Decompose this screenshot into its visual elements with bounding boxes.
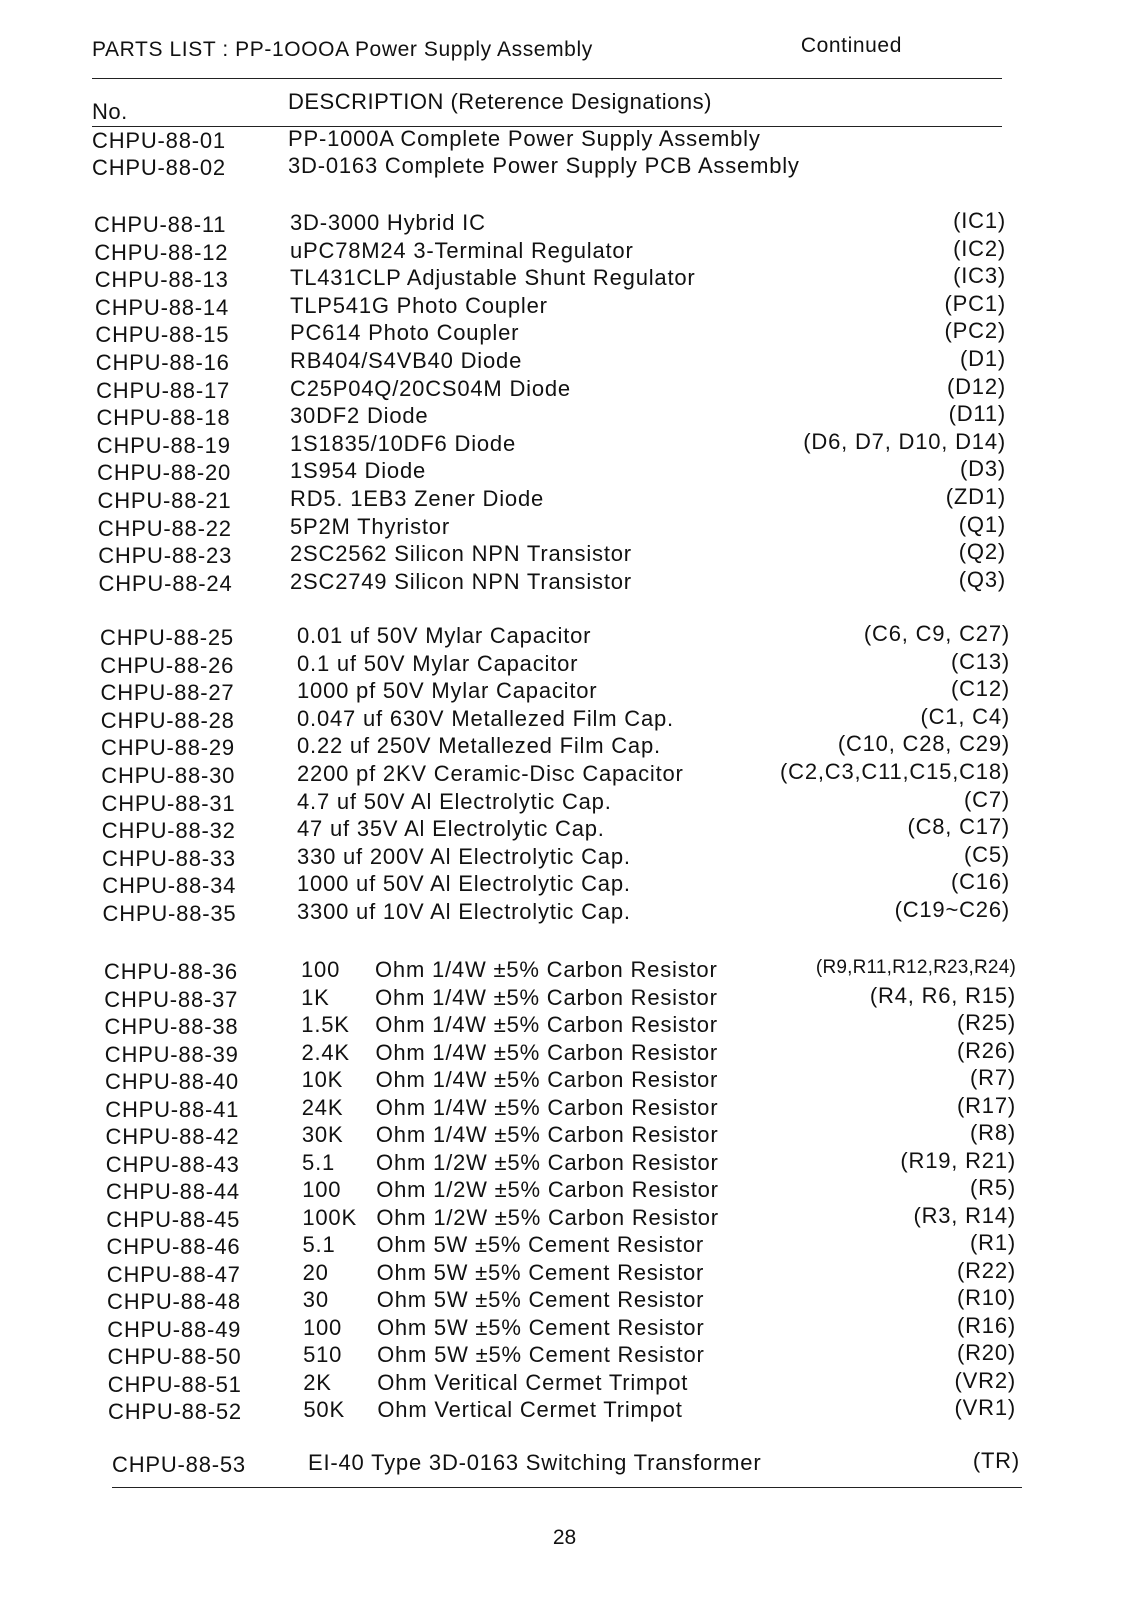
part-number: CHPU-88-49 xyxy=(107,1316,242,1342)
table-row xyxy=(0,1287,1129,1315)
part-number: CHPU-88-22 xyxy=(97,515,232,541)
reference-designation: (R16) xyxy=(956,1312,1016,1338)
reference-designation: (TR) xyxy=(972,1448,1020,1473)
reference-designation: (Q2) xyxy=(958,539,1006,565)
part-description: 30DF2 Diode xyxy=(290,403,429,429)
part-description: 0.22 uf 250V Metallezed Film Cap. xyxy=(297,733,661,759)
table-row xyxy=(0,458,1129,486)
reference-designation: (PC2) xyxy=(944,318,1006,344)
part-number: CHPU-88-16 xyxy=(95,350,230,375)
part-description: 3D-0163 Complete Power Supply PCB Assembly xyxy=(288,153,800,178)
reference-designation: (C13) xyxy=(950,648,1010,674)
part-description: Ohm 1/2W ±5% Carbon Resistor xyxy=(376,1204,719,1230)
part-description: RD5. 1EB3 Zener Diode xyxy=(290,486,545,511)
table-row xyxy=(0,1012,1129,1040)
table-row xyxy=(0,1450,1129,1478)
part-number: CHPU-88-25 xyxy=(100,625,234,650)
part-description: 1000 pf 50V Mylar Capacitor xyxy=(297,678,598,704)
reference-designation: (VR2) xyxy=(954,1367,1016,1393)
table-row xyxy=(0,623,1129,651)
resistance-value: 100K xyxy=(302,1204,357,1230)
reference-designation: (IC1) xyxy=(953,208,1006,233)
part-number: CHPU-88-15 xyxy=(95,322,230,348)
resistance-value: 510 xyxy=(303,1342,343,1367)
part-number: CHPU-88-36 xyxy=(104,959,238,984)
table-row xyxy=(0,511,1129,542)
column-header-description: DESCRIPTION (Reterence Designations) xyxy=(288,89,712,114)
part-description: 47 uf 35V Al Electrolytic Cap. xyxy=(297,816,605,842)
resistance-value: 20 xyxy=(302,1259,329,1285)
part-description: TL431CLP Adjustable Shunt Regulator xyxy=(290,265,696,291)
part-description: Ohm 1/4W ±5% Carbon Resistor xyxy=(375,1067,719,1092)
table-row xyxy=(0,210,1129,238)
reference-designation: (Q1) xyxy=(958,511,1006,537)
part-number: CHPU-88-27 xyxy=(100,680,235,706)
footer-rule xyxy=(112,1487,1022,1488)
part-number: CHPU-88-41 xyxy=(105,1096,240,1122)
part-number: CHPU-88-28 xyxy=(100,707,235,733)
continued-label: Continued xyxy=(800,34,902,57)
resistance-value: 30 xyxy=(302,1287,329,1312)
reference-designation: (C10, C28, C29) xyxy=(837,731,1010,757)
part-description: Ohm 5W ±5% Cement Resistor xyxy=(376,1287,705,1312)
reference-designation: (R4, R6, R15) xyxy=(869,982,1016,1008)
part-number: CHPU-88-53 xyxy=(112,1452,246,1477)
reference-designation: (R8) xyxy=(970,1120,1016,1145)
part-description: 1S954 Diode xyxy=(290,458,427,484)
reference-designation: (D3) xyxy=(960,456,1006,482)
reference-designation: (Q3) xyxy=(958,566,1006,592)
part-description: Ohm 1/4W ±5% Carbon Resistor xyxy=(375,1039,719,1065)
reference-designation: (R3, R14) xyxy=(913,1202,1016,1228)
table-row xyxy=(0,678,1129,706)
part-description: 2SC2749 Silicon NPN Transistor xyxy=(290,568,632,594)
part-description: Ohm 5W ±5% Cement Resistor xyxy=(376,1232,705,1257)
reference-designation: (R25) xyxy=(956,1010,1016,1035)
resistance-value: 1K xyxy=(301,984,330,1010)
reference-designation: (C5) xyxy=(964,841,1010,867)
part-description: 0.01 uf 50V Mylar Capacitor xyxy=(297,623,592,648)
reference-designation: (R5) xyxy=(970,1175,1016,1200)
part-number: CHPU-88-47 xyxy=(106,1261,241,1287)
part-number: CHPU-88-50 xyxy=(107,1344,242,1369)
reference-designation: (R7) xyxy=(970,1065,1016,1090)
part-number: CHPU-88-46 xyxy=(106,1234,241,1259)
part-description: Ohm 1/2W ±5% Carbon Resistor xyxy=(376,1177,719,1202)
table-row xyxy=(0,486,1129,514)
part-number: CHPU-88-26 xyxy=(100,652,235,678)
part-number: CHPU-88-44 xyxy=(106,1179,240,1204)
table-row xyxy=(0,265,1129,293)
table-row xyxy=(0,1067,1129,1095)
part-number: CHPU-88-14 xyxy=(95,294,229,320)
reference-designation: (R19, R21) xyxy=(900,1147,1016,1173)
part-number: CHPU-88-24 xyxy=(98,570,233,596)
table-row xyxy=(0,1037,1129,1068)
part-number: CHPU-88-52 xyxy=(108,1399,242,1424)
part-number: CHPU-88-01 xyxy=(92,128,226,153)
part-description: 1S1835/10DF6 Diode xyxy=(290,430,516,456)
table-row xyxy=(0,290,1129,321)
part-number: CHPU-88-37 xyxy=(104,986,239,1012)
reference-designation: (PC1) xyxy=(944,290,1006,316)
resistance-value: 100 xyxy=(301,957,341,982)
table-row xyxy=(0,1122,1129,1150)
table-row xyxy=(0,982,1129,1013)
reference-designation: (R22) xyxy=(956,1257,1016,1283)
table-row xyxy=(0,1397,1129,1425)
resistance-value: 50K xyxy=(303,1397,345,1422)
resistance-value: 5.1 xyxy=(302,1232,336,1257)
resistance-value: 30K xyxy=(301,1122,344,1147)
part-description: uPC78M24 3-Terminal Regulator xyxy=(290,237,634,263)
part-number: CHPU-88-20 xyxy=(97,460,232,486)
part-description: 4.7 uf 50V Al Electrolytic Cap. xyxy=(297,788,612,814)
part-description: Ohm 5W ±5% Cement Resistor xyxy=(376,1314,705,1340)
part-number: CHPU-88-32 xyxy=(101,818,236,844)
table-row xyxy=(0,373,1129,404)
table-row xyxy=(0,235,1129,266)
part-number: CHPU-88-02 xyxy=(92,155,226,180)
resistance-value: 100 xyxy=(302,1177,342,1202)
part-number: CHPU-88-42 xyxy=(105,1124,240,1149)
part-description: PC614 Photo Coupler xyxy=(290,320,520,346)
resistance-value: 5.1 xyxy=(302,1149,336,1175)
part-number: CHPU-88-13 xyxy=(94,267,229,293)
column-header-no: No. xyxy=(92,99,128,124)
table-row xyxy=(0,153,1129,181)
part-description: EI-40 Type 3D-0163 Switching Transformer xyxy=(308,1450,762,1475)
part-description: Ohm 1/4W ±5% Carbon Resistor xyxy=(375,984,718,1010)
reference-designation: (C7) xyxy=(964,786,1010,812)
part-description: Ohm 1/2W ±5% Carbon Resistor xyxy=(376,1149,719,1175)
part-number: CHPU-88-18 xyxy=(96,405,231,431)
resistance-value: 2K xyxy=(303,1369,332,1395)
table-row xyxy=(0,761,1129,789)
resistance-value: 1.5K xyxy=(301,1012,350,1037)
part-number: CHPU-88-40 xyxy=(105,1069,239,1094)
reference-designation: (R26) xyxy=(956,1037,1016,1063)
resistance-value: 100 xyxy=(302,1314,343,1340)
table-row xyxy=(0,320,1129,348)
part-number: CHPU-88-39 xyxy=(104,1041,239,1067)
part-number: CHPU-88-23 xyxy=(98,543,233,569)
reference-designation: (D6, D7, D10, D14) xyxy=(803,428,1006,454)
table-row xyxy=(0,126,1129,154)
part-description: 2SC2562 Silicon NPN Transistor xyxy=(290,541,632,567)
part-description: RB404/S4VB40 Diode xyxy=(290,348,523,373)
reference-designation: (ZD1) xyxy=(945,484,1006,509)
part-description: 0.047 uf 630V Metallezed Film Cap. xyxy=(297,705,674,731)
resistance-value: 10K xyxy=(301,1067,344,1092)
table-row xyxy=(0,428,1129,459)
part-number: CHPU-88-34 xyxy=(102,873,237,899)
table-row xyxy=(0,957,1129,985)
reference-designation: (D11) xyxy=(948,401,1006,427)
reference-designation: (R10) xyxy=(956,1285,1016,1310)
table-row xyxy=(0,648,1129,679)
part-description: TLP541G Photo Coupler xyxy=(290,292,548,318)
reference-designation: (C19~C26) xyxy=(894,897,1010,922)
reference-designation: (C16) xyxy=(950,869,1010,895)
table-row xyxy=(0,733,1129,761)
reference-designation: (D1) xyxy=(960,346,1006,371)
reference-designation: (VR1) xyxy=(954,1395,1016,1420)
part-description: 1000 uf 50V Al Electrolytic Cap. xyxy=(297,871,631,897)
table-row xyxy=(0,899,1129,927)
table-row xyxy=(0,403,1129,431)
part-description: 2200 pf 2KV Ceramic-Disc Capacitor xyxy=(297,761,684,786)
table-row xyxy=(0,871,1129,899)
table-row xyxy=(0,1177,1129,1205)
part-description: Ohm 1/4W ±5% Carbon Resistor xyxy=(375,957,718,982)
part-description: Ohm 1/4W ±5% Carbon Resistor xyxy=(375,1012,718,1037)
part-number: CHPU-88-11 xyxy=(94,212,227,237)
resistance-value: 24K xyxy=(301,1094,344,1120)
table-row xyxy=(0,1342,1129,1370)
part-description: Ohm 1/4W ±5% Carbon Resistor xyxy=(375,1094,719,1120)
part-description: 0.1 uf 50V Mylar Capacitor xyxy=(297,650,579,676)
part-description: PP-1000A Complete Power Supply Assembly xyxy=(288,126,761,151)
reference-designation: (C1, C4) xyxy=(920,703,1010,729)
part-number: CHPU-88-33 xyxy=(102,845,236,871)
part-description: 3D-3000 Hybrid IC xyxy=(290,210,486,235)
reference-designation: (R1) xyxy=(970,1230,1016,1255)
table-row xyxy=(0,1232,1129,1260)
reference-designation: (IC2) xyxy=(953,235,1006,261)
part-number: CHPU-88-19 xyxy=(96,432,231,458)
reference-designation: (C6, C9, C27) xyxy=(863,621,1010,646)
part-number: CHPU-88-35 xyxy=(102,901,237,926)
table-row xyxy=(0,1312,1129,1343)
part-description: Ohm Vertical Cermet Trimpot xyxy=(377,1397,683,1422)
reference-designation: (C12) xyxy=(950,676,1010,702)
table-row xyxy=(0,703,1129,734)
reference-designation: (C8, C17) xyxy=(907,814,1010,840)
reference-designation: (R9,R11,R12,R23,R24) xyxy=(815,957,1016,978)
reference-designation: (C2,C3,C11,C15,C18) xyxy=(780,759,1010,784)
part-description: 3300 uf 10V Al Electrolytic Cap. xyxy=(297,899,631,924)
table-row xyxy=(0,566,1129,597)
header-rule xyxy=(92,78,1002,79)
resistance-value: 2.4K xyxy=(301,1039,350,1065)
part-number: CHPU-88-45 xyxy=(106,1206,241,1232)
part-number: CHPU-88-38 xyxy=(104,1014,239,1039)
table-row xyxy=(0,541,1129,569)
part-number: CHPU-88-43 xyxy=(105,1151,240,1177)
table-row xyxy=(0,1257,1129,1288)
table-row xyxy=(0,348,1129,376)
page-number: 28 xyxy=(552,1526,577,1549)
part-description: C25P04Q/20CS04M Diode xyxy=(290,375,571,401)
part-description: Ohm 1/4W ±5% Carbon Resistor xyxy=(375,1122,719,1147)
table-row xyxy=(0,1147,1129,1178)
table-row xyxy=(0,816,1129,844)
part-number: CHPU-88-30 xyxy=(101,763,236,788)
table-row xyxy=(0,1092,1129,1123)
part-number: CHPU-88-21 xyxy=(97,488,232,513)
part-description: 330 uf 200V Al Electrolytic Cap. xyxy=(297,843,631,869)
reference-designation: (R20) xyxy=(956,1340,1016,1365)
part-number: CHPU-88-51 xyxy=(107,1371,242,1397)
reference-designation: (IC3) xyxy=(953,263,1006,289)
part-number: CHPU-88-31 xyxy=(101,790,236,816)
part-description: Ohm 5W ±5% Cement Resistor xyxy=(377,1342,705,1367)
part-number: CHPU-88-48 xyxy=(107,1289,241,1314)
reference-designation: (D12) xyxy=(946,373,1006,399)
part-description: Ohm Veritical Cermet Trimpot xyxy=(377,1369,689,1395)
table-row xyxy=(0,1202,1129,1233)
part-description: 5P2M Thyristor xyxy=(290,513,450,539)
table-row xyxy=(0,1367,1129,1398)
part-number: CHPU-88-12 xyxy=(94,239,229,265)
part-description: Ohm 5W ±5% Cement Resistor xyxy=(376,1259,705,1285)
part-number: CHPU-88-29 xyxy=(101,735,235,761)
reference-designation: (R17) xyxy=(956,1092,1016,1118)
table-row xyxy=(0,841,1129,872)
table-row xyxy=(0,786,1129,817)
parts-list-title: PARTS LIST : PP-1OOOA Power Supply Assembly xyxy=(92,38,593,61)
part-number: CHPU-88-17 xyxy=(96,377,231,403)
